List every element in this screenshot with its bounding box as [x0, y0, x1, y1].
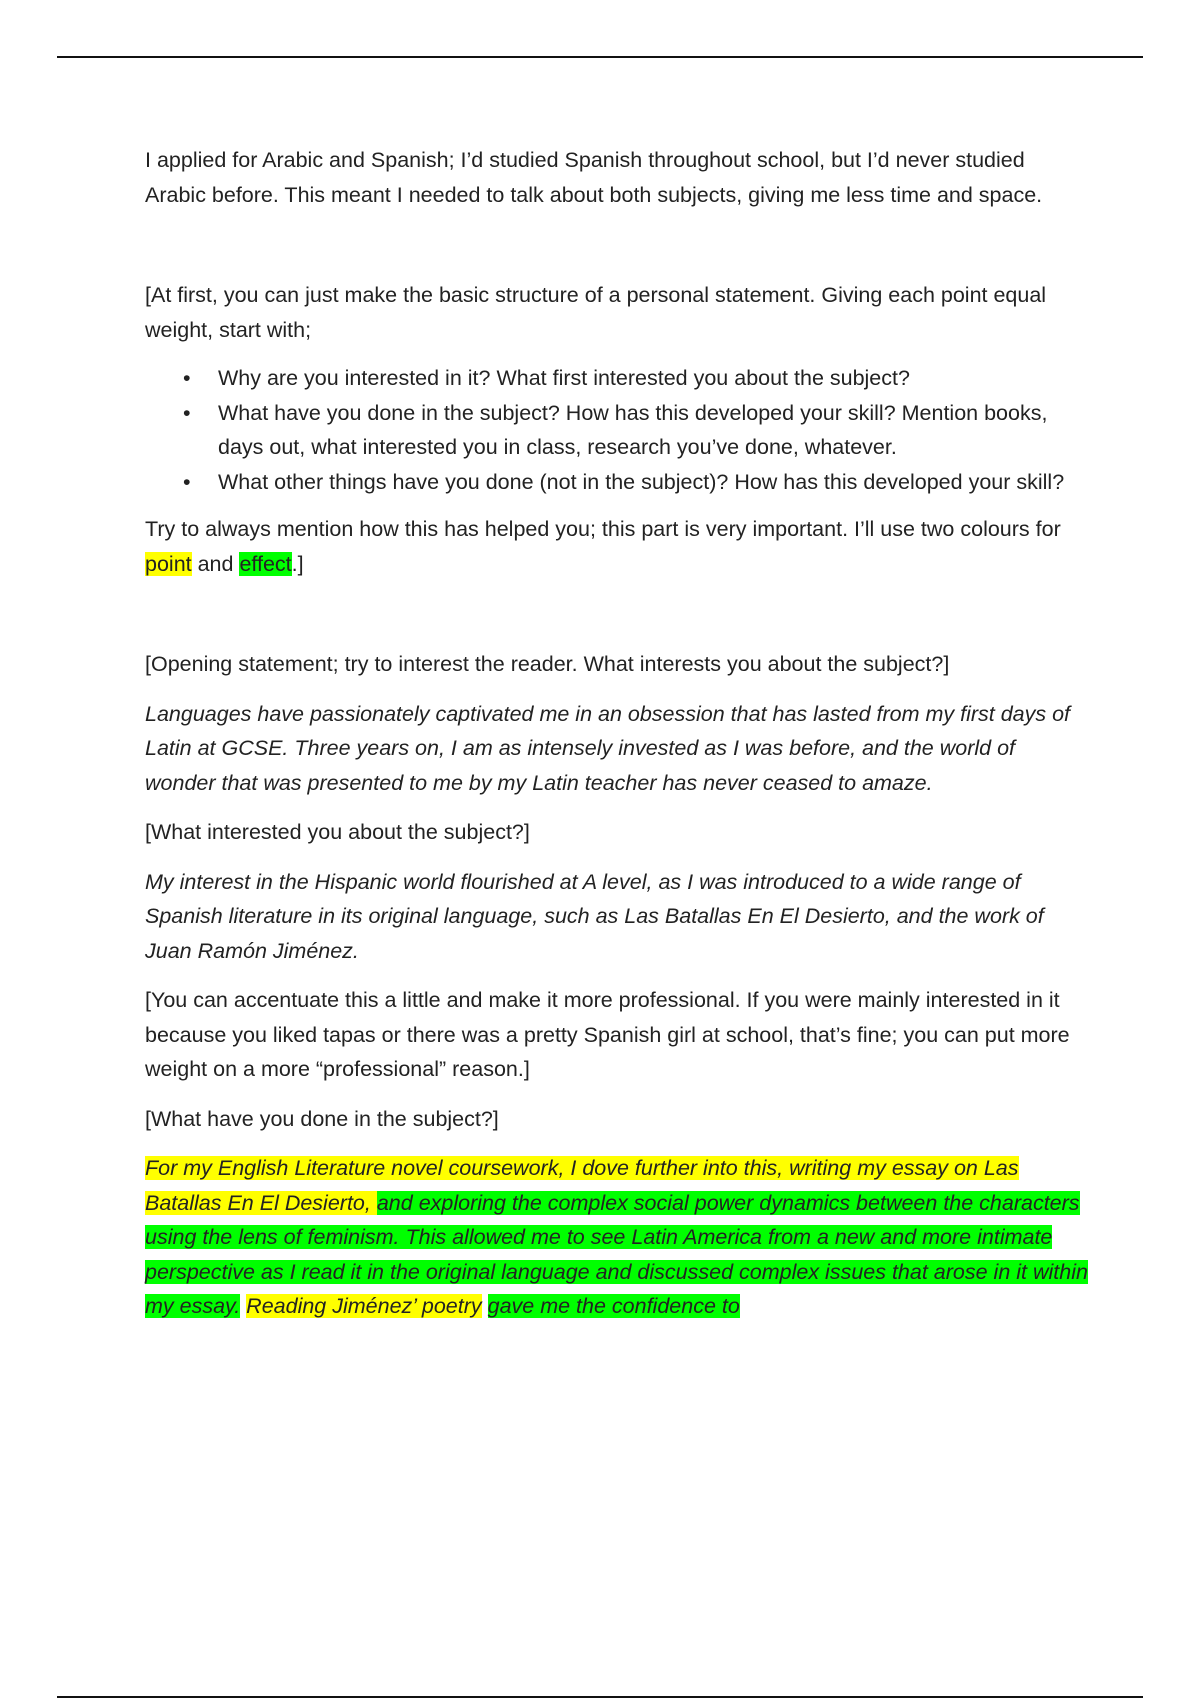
accentuate-note: [You can accentuate this a little and make it more professional. If you were mainly interested in it because you liked tapas or there was a pretty Spanish girl at school, that’s fine; you can put more weight on a more “professional” reason.] — [145, 988, 1070, 1081]
interest-prompt: [What interested you about the subject?] — [145, 820, 530, 844]
bullet-text: Why are you interested in it? What first interested you about the subject? — [218, 366, 910, 390]
opening-prompt: [Opening statement; try to interest the reader. What interests you about the subject?] — [145, 652, 950, 676]
effect-highlight: and exploring the complex social power dynamics between the characters using the lens of feminism. This allowed me to see Latin America from a new and more intimate perspective as I read it in the original language and discussed complex issues that arose in it within my essay. — [145, 1190, 1088, 1318]
bullet-item — [145, 361, 1090, 396]
done-prompt: [What have you done in the subject?] — [145, 1106, 499, 1131]
footer-rule — [57, 1696, 1143, 1698]
tip-text: .] — [291, 551, 304, 576]
done-example — [145, 1151, 1090, 1324]
bullet-text: What have you done in the subject? How has this developed your skill? Mention books, days out, what interested you in class, research you’ve done, whatever. — [218, 400, 1048, 459]
bullet-icon: • — [183, 366, 191, 390]
opening-example: Languages have passionately captivated me in an obsession that has lasted from my first days of Latin at GCSE. Three years on, I am as intensely invested as I was before, and the world of wonder that was presented to me by my Latin teacher has never ceased to amaze. — [145, 701, 1071, 795]
structure-lead-paragraph: [At first, you can just make the basic structure of a personal statement. Giving each point equal weight, start with; — [145, 283, 1047, 342]
effect-highlight: gave me the confidence to — [487, 1294, 740, 1318]
bullet-icon: • — [183, 469, 191, 494]
interest-example: My interest in the Hispanic world flourished at A level, as I was introduced to a wide range of Spanish literature in its original language, such as Las Batallas En El Desierto, and the work of Juan Ramón Jiménez. — [145, 869, 1044, 963]
colour-tip-paragraph — [145, 512, 1090, 581]
header-rule — [57, 56, 1143, 58]
page-body — [145, 143, 1090, 1324]
bullet-text: What other things have you done (not in the subject)? How has this developed your skill? — [218, 469, 1065, 494]
bullet-icon: • — [183, 400, 191, 425]
point-highlight: point — [145, 551, 192, 576]
bullet-item — [145, 465, 1090, 500]
point-highlight: Reading Jiménez’ poetry — [246, 1294, 482, 1318]
structure-bullet-list — [145, 361, 1090, 499]
tip-text: Try to always mention how this has helped you; this part is very important. I’ll use two colours for — [145, 517, 1061, 541]
effect-highlight: effect — [239, 551, 292, 576]
tip-text: and — [191, 551, 240, 576]
intro-paragraph: I applied for Arabic and Spanish; I’d studied Spanish throughout school, but I’d never studied Arabic before. This meant I needed to talk about both subjects, giving me less time and space. — [145, 148, 1043, 207]
point-highlight: For my English Literature novel coursework, I dove further into this, writing my essay on Las Batallas En El Desierto, — [145, 1156, 1019, 1215]
bullet-item — [145, 396, 1090, 465]
